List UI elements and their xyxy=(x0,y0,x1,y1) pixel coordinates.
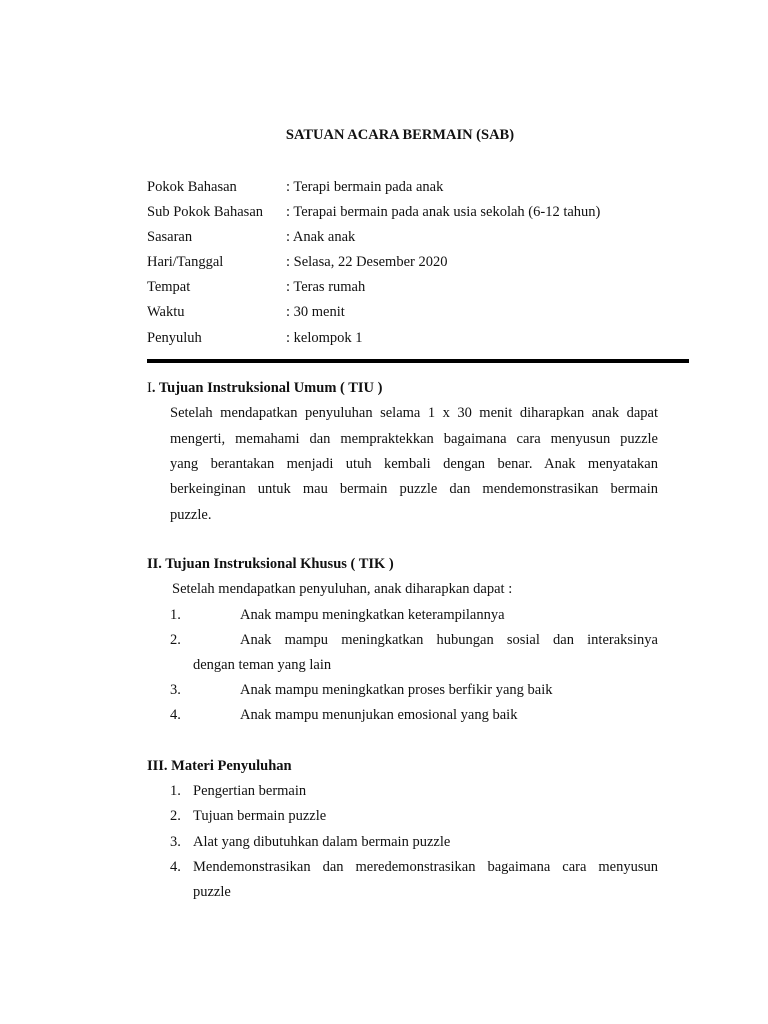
meta-label: Waktu xyxy=(147,304,185,320)
section-3-item-continuation: puzzle xyxy=(193,884,231,900)
section-2-item-number: 2. xyxy=(170,632,181,648)
section-2-item-number: 1. xyxy=(170,607,181,623)
section-3-item-text: Mendemonstrasikan dan meredemonstrasikan bagaimana cara menyusun xyxy=(193,859,658,875)
meta-label: Hari/Tanggal xyxy=(147,254,224,270)
section-1-line: puzzle. xyxy=(170,507,212,523)
section-2-item-number: 4. xyxy=(170,707,181,723)
section-1-line: berkeinginan untuk mau bermain puzzle dan mendemonstrasikan bermain xyxy=(170,481,658,497)
section-1-line: mengerti, memahami dan mempraktekkan bagaimana cara menyusun puzzle xyxy=(170,431,658,447)
meta-label: Sub Pokok Bahasan xyxy=(147,204,263,220)
section-2-item-text: Anak mampu meningkatkan keterampilannya xyxy=(240,607,505,623)
document-title: SATUAN ACARA BERMAIN (SAB) xyxy=(285,127,515,143)
meta-label: Pokok Bahasan xyxy=(147,179,237,195)
section-2-item-number: 3. xyxy=(170,682,181,698)
section-3-item-number: 1. xyxy=(170,783,181,799)
meta-value: : Selasa, 22 Desember 2020 xyxy=(286,254,448,270)
meta-value: : kelompok 1 xyxy=(286,330,363,346)
section-3-item-text: Pengertian bermain xyxy=(193,783,307,799)
meta-row-sub-pokok-bahasan xyxy=(147,204,600,224)
meta-label: Tempat xyxy=(147,279,191,295)
meta-label: Sasaran xyxy=(147,229,193,245)
section-3-item-text: Alat yang dibutuhkan dalam bermain puzzle xyxy=(193,834,451,850)
section-1-line: Setelah mendapatkan penyuluhan selama 1 x 30 menit diharapkan anak dapat xyxy=(170,405,658,421)
section-2-heading: II. Tujuan Instruksional Khusus ( TIK ) xyxy=(147,556,394,572)
meta-row-tempat xyxy=(147,279,365,299)
meta-value: : Terapai bermain pada anak usia sekolah (6-12 tahun) xyxy=(286,204,601,220)
section-1-heading xyxy=(147,380,382,397)
section-2-item-text: Anak mampu meningkatkan hubungan sosial dan interaksinya xyxy=(240,632,658,648)
section-3-item-number: 2. xyxy=(170,808,181,824)
meta-row-hari-tanggal xyxy=(147,254,447,274)
section-3-item-text: Tujuan bermain puzzle xyxy=(193,808,327,824)
meta-value: : Anak anak xyxy=(286,229,356,245)
meta-row-pokok-bahasan xyxy=(147,179,443,199)
section-3-item-number: 4. xyxy=(170,859,181,875)
section-2-item-continuation: dengan teman yang lain xyxy=(193,657,332,673)
section-1-number: I xyxy=(147,380,152,396)
section-2-item-text: Anak mampu menunjukan emosional yang baik xyxy=(240,707,518,723)
section-2-intro: Setelah mendapatkan penyuluhan, anak diharapkan dapat : xyxy=(172,581,513,597)
meta-row-sasaran xyxy=(147,229,355,249)
meta-value: : Teras rumah xyxy=(286,279,366,295)
meta-row-waktu xyxy=(147,304,345,324)
meta-value: : Terapi bermain pada anak xyxy=(286,179,444,195)
section-1-title: . Tujuan Instruksional Umum ( TIU ) xyxy=(151,380,383,396)
section-2-item-text: Anak mampu meningkatkan proses berfikir yang baik xyxy=(240,682,553,698)
meta-row-penyuluh xyxy=(147,330,363,350)
meta-value: : 30 menit xyxy=(286,304,345,320)
section-1-line: yang berantakan menjadi utuh kembali dengan benar. Anak menyatakan xyxy=(170,456,658,472)
section-3-heading: III. Materi Penyuluhan xyxy=(147,758,292,774)
meta-label: Penyuluh xyxy=(147,330,202,346)
divider-thick xyxy=(147,359,689,363)
section-3-item-number: 3. xyxy=(170,834,181,850)
